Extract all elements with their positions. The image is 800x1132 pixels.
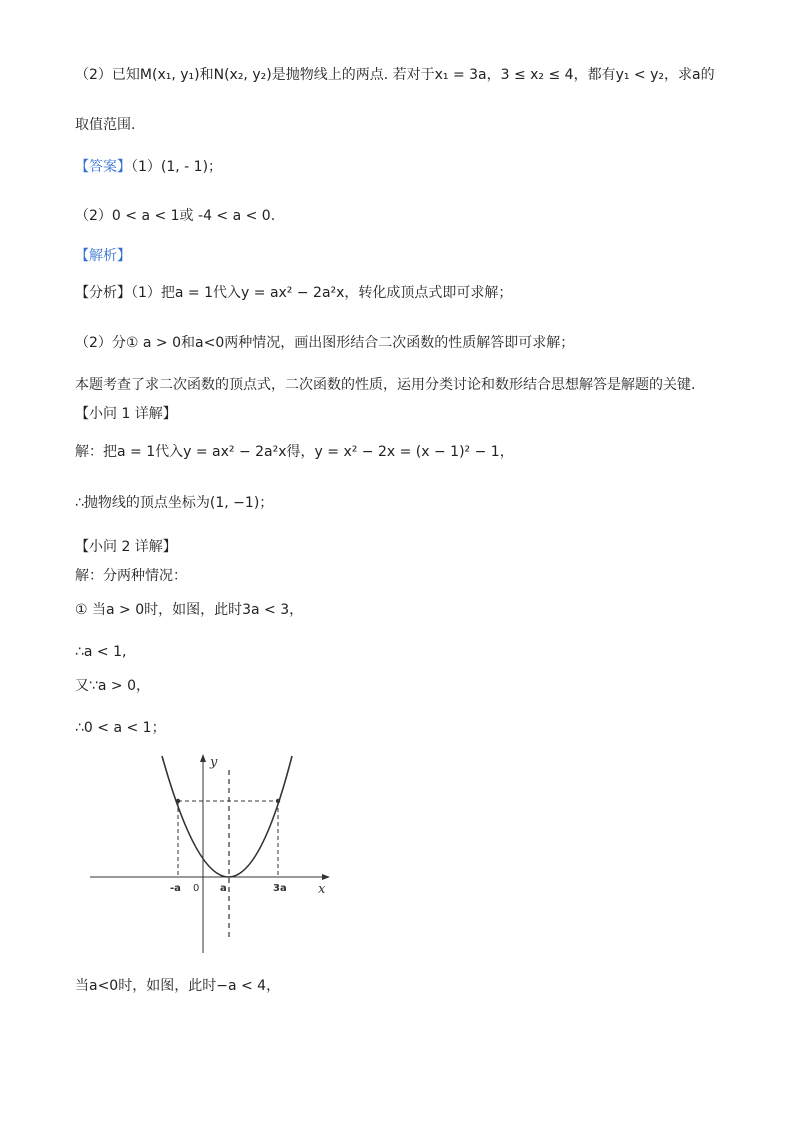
analysis-line1 [75, 283, 512, 303]
sub1-line1: 解：把a = 1代入y = ax² − 2a²x得，y = x² − 2x = (x − 1)² − 1， [75, 444, 514, 460]
sub2-line6: 当a<0时，如图，此时−a < 4， [75, 978, 281, 994]
analysis-tag: 【解析】 [75, 248, 131, 264]
sub2-line4: 又∵a > 0， [75, 678, 151, 694]
tick-label-a: a [220, 883, 227, 894]
sub1-line2: ∴抛物线的顶点坐标为(1, −1)； [75, 495, 274, 511]
origin-label: 0 [193, 883, 200, 894]
question-2-line2: 取值范围. [75, 117, 136, 133]
sub2-title: 【小问 2 详解】 [75, 539, 177, 555]
x-axis-label: x [318, 882, 326, 897]
parabola-curve [162, 756, 292, 877]
x-axis-arrow [322, 874, 330, 880]
sub2-line5: ∴0 < a < 1； [75, 720, 166, 736]
sub2-line1: 解：分两种情况： [75, 568, 187, 584]
tick-label-neg-a: -a [170, 883, 181, 894]
analysis-fx1: （1）把a = 1代入y = ax² − 2a²x，转化成顶点式即可求解； [131, 285, 513, 301]
y-axis-arrow [200, 754, 206, 762]
sub2-line2: ① 当a > 0时，如图，此时3a < 3， [75, 602, 304, 618]
analysis-line2: （2）分① a > 0和a<0两种情况，画出图形结合二次函数的性质解答即可求解； [75, 335, 575, 351]
tick-label-3a: 3a [273, 883, 287, 894]
answer-line2: （2）0 < a < 1或 -4 < a < 0. [75, 208, 276, 224]
answer-line1 [75, 157, 222, 177]
point-left [176, 799, 180, 803]
sub2-line3: ∴a < 1, [75, 644, 127, 660]
analysis-fx-tag: 【分析】 [75, 285, 131, 301]
y-axis-label: y [210, 755, 218, 770]
point-right [276, 799, 280, 803]
analysis-summary: 本题考查了求二次函数的顶点式，二次函数的性质，运用分类讨论和数形结合思想解答是解题的关键. [75, 377, 696, 393]
question-2-line1: （2）已知M(x₁, y₁)和N(x₂, y₂)是抛物线上的两点. 若对于x₁ = 3a，3 ≤ x₂ ≤ 4，都有y₁ < y₂，求a的 [75, 67, 715, 83]
sub1-title: 【小问 1 详解】 [75, 406, 177, 422]
answer-tag: 【答案】 [75, 159, 131, 175]
answer-part1: （1）(1, - 1)； [131, 159, 223, 175]
parabola-figure [90, 748, 340, 958]
